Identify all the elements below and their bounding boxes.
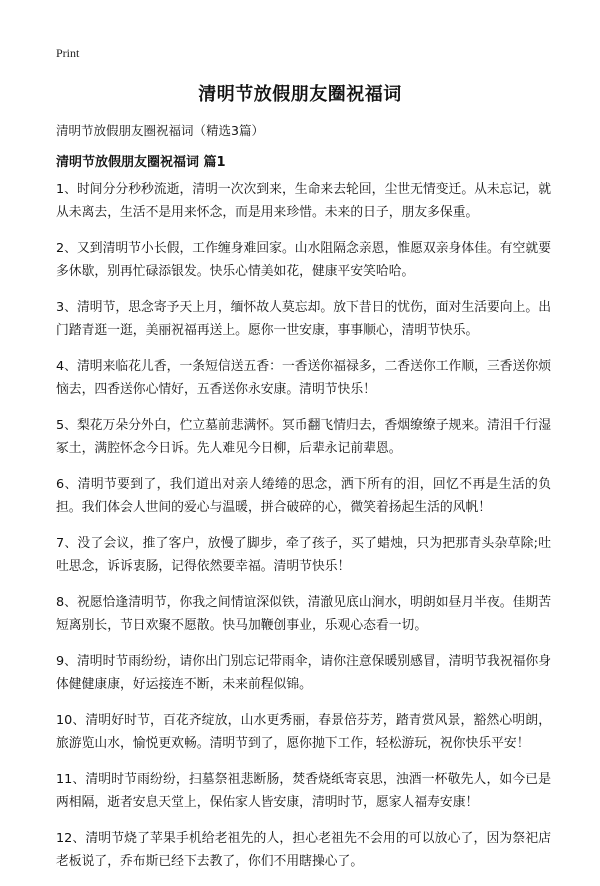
page-title: 清明节放假朋友圈祝福词 <box>198 84 402 105</box>
document-subtitle: 清明节放假朋友圈祝福词（精选3篇） <box>56 123 264 138</box>
greeting-entry: 11、清明时节雨纷纷，扫墓祭祖悲断肠，焚香烧纸寄哀思，浊酒一杯敬先人，如今已是两相隔，逝者安息天堂上，保佑家人皆安康，清明时节，愿家人福寿安康！ <box>56 772 551 810</box>
section-heading: 清明节放假朋友圈祝福词 篇1 <box>56 155 226 170</box>
greeting-entry: 3、清明节，思念寄予天上月，缅怀故人莫忘却。放下昔日的忧伤，面对生活要向上。出门踏青逛一逛，美丽祝福再送上。愿你一世安康，事事顺心，清明节快乐。 <box>56 300 551 338</box>
print-link[interactable]: Print <box>56 46 80 60</box>
greeting-entry: 1、时间分分秒秒流逝，清明一次次到来，生命来去轮回，尘世无情变迁。从未忘记，就从未离去，生活不是用来怀念，而是用来珍惜。未来的日子，朋友多保重。 <box>56 182 551 220</box>
greeting-entry: 7、没了会议，推了客户，放慢了脚步，牵了孩子，买了蜡烛，只为把那青头杂草除;吐吐思念，诉诉衷肠，记得依然要幸福。清明节快乐！ <box>56 536 551 574</box>
greeting-entry: 2、又到清明节小长假，工作缠身难回家。山水阻隔念亲恩，惟愿双亲身体佳。有空就要多休歇，别再忙碌添银发。快乐心情美如花，健康平安笑哈哈。 <box>56 241 551 279</box>
greeting-entry: 4、清明来临花儿香，一条短信送五香：一香送你福禄多，二香送你工作顺，三香送你烦恼去，四香送你心情好，五香送你永安康。清明节快乐！ <box>56 359 551 397</box>
greeting-entry: 9、清明时节雨纷纷，请你出门别忘记带雨伞，请你注意保暖别感冒，清明节我祝福你身体健健康康，好运接连不断，未来前程似锦。 <box>56 654 551 692</box>
greeting-list <box>56 178 551 886</box>
greeting-entry: 12、清明节烧了苹果手机给老祖先的人，担心老祖先不会用的可以放心了，因为祭祀店老板说了，乔布斯已经下去教了，你们不用瞎操心了。 <box>56 831 551 869</box>
greeting-entry: 10、清明好时节，百花齐绽放，山水更秀丽，春景倍芬芳，踏青赏风景，豁然心明朗，旅游览山水，愉悦更欢畅。清明节到了，愿你抛下工作，轻松游玩，祝你快乐平安！ <box>56 713 551 751</box>
greeting-entry: 6、清明节要到了，我们道出对亲人绻绻的思念，洒下所有的泪，回忆不再是生活的负担。我们体会人世间的爱心与温暖，拼合破碎的心，微笑着扬起生活的风帆！ <box>56 477 551 515</box>
greeting-entry: 5、梨花万朵分外白，伫立墓前悲满怀。冥币翻飞情归去，香烟缭缭子规来。清泪千行湿冢土，满腔怀念今日诉。先人难见今日柳，后辈永记前辈恩。 <box>56 418 551 456</box>
greeting-entry: 8、祝愿恰逢清明节，你我之间情谊深似铁，清澈见底山涧水，明朗如昼月半夜。佳期苦短离别长，节日欢聚不愿散。快马加鞭创事业，乐观心态看一切。 <box>56 595 551 633</box>
